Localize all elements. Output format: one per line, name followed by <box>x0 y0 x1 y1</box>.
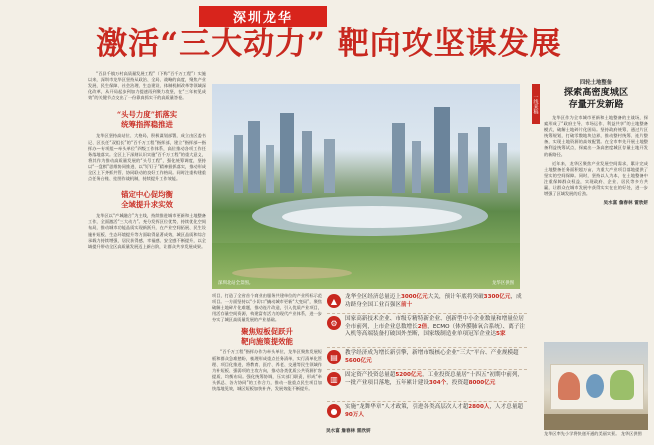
lead-paragraph: “百县千镇万村高质量发展工程”（下称“百千万工程”）实施以来，深圳市龙华区坚持从政治、全局、战略的高度，聚焦产业发展、民生保障、社会治理、生态建设、体制机制改革等领域深化改革，从开局起步到加力提速再到聚力攻坚，在“三年初见成效”的关键节点交出了一份靠真抓实干的高质量答卷。 <box>88 71 206 101</box>
stat-item-1: ▲ 龙华全区经济总量迈上3000亿元大关，预计年底将突破3300亿元，成功跻身全国工业百强区前十 <box>327 294 525 312</box>
chart-icon: ▲ <box>327 294 341 308</box>
subheading-1a: “头号力度”抓落实 <box>116 110 178 120</box>
school-mural-photo <box>544 342 648 430</box>
headline: 激活“三大动力” 靶向攻坚谋发展 <box>96 26 562 62</box>
body-paragraph-1: 龙华区坚持高站位、大格局，积极谋划部署，成立由区委书记、区长任“双组长”的“百千万工程”指挥部，建立“指挥部—指挥办—专项组—牵头单位”四级工作体系，高位推动各项工作任务落地落实。全区上下深刻认识实施“百千万工程”的重大意义，将其作为推动高质量发展的“头号工程”，强化统筹调度，坚持以“一盘棋”思维协同推进、以“钉钉子”精神狠抓落实，推动形成全区上下齐抓共管、协同联动的良好工作格局。同时注重构建重点任务台账、挂图作战机制，持续提升工作效能。 <box>88 133 206 182</box>
stat-item-2: ⚙ 国家高新技术企业、市级专精特新企业、创新型中小企业数量和增量位居全市前列，上市企业总数增长2倍，ECMO（体外膜肺氧合系统）、离子注入机等高端装备打破国外垄断，国家级制造业单项冠军企业达5家 <box>327 316 525 346</box>
gear-icon: ⚙ <box>327 316 341 330</box>
section-kicker: 深圳龙华 <box>199 6 327 27</box>
col4-kicker: 四轮土地整备 <box>579 80 613 86</box>
col4-title-2: 存量开发新路 <box>568 99 624 110</box>
stat-item-3: ▤ 教学经济成为增长新引擎，新增市级核心企业“三大”平台、产业规模超5600亿元 <box>327 350 525 368</box>
col4-photo-credit: 龙华区供图 <box>620 431 642 436</box>
subheading-2b: 全域提升求实效 <box>121 200 173 210</box>
stats-author-line: 吴水富 詹春林 雷欣妍 <box>326 429 371 434</box>
column-tag: 一线来稿 <box>532 84 540 124</box>
col4-photo-caption: 龙华区率先小学将快递开通的美丽实景。 龙华区供图 <box>544 431 642 436</box>
subheading-2a: 锚定中心促均衡 <box>121 190 173 200</box>
person-icon: ● <box>327 404 341 418</box>
col2-subheading-a: 聚焦短板促跃升 <box>241 327 293 337</box>
col2-paragraph-1: 项目，打造了全省首个商业由服务共建单位的产业所标示范项目。一方面坚持以“小切口”撬动城市更新“大变局”，聚焦破解土地碎片化难题，推动连片改造，引入优质产业项目，用活存量空间资源，构建富有活力的现代产业体系，进一步夯实了城区高质量发展的产业基础。 <box>212 293 322 323</box>
col4-paragraph-2: 近年来，龙华区聚焦产业发展空间需求，累计完成土地整备任务面积超万亩，为重大产业项目落地提供了坚实的空间保障。同时，坚持以人为本，在土地整备中注重保障群众权益，实现政府、企业、居民等多方共赢，让群众在城市发展中获得实实在在的好处，进一步增强了区域发展的后劲。 <box>544 160 648 197</box>
column-1 <box>88 71 206 250</box>
photo-credit: 龙华区供图 <box>492 281 514 286</box>
column-4 <box>544 78 648 206</box>
city-aerial-photo <box>212 84 520 289</box>
col4-paragraph-1: 龙华区作为全市城市更新和土地整备的主战场，探索形成了“政府主导、市场运作、利益共享”的土地整备模式，破解土地碎片化困局。坚持政府统筹，通过片区统筹规划，打破零散地块边界，推动整村统筹、连片整备，实现土地资源的高效配置。在全市率先开展土地整备利益统筹试点，探索出一条高密度城区存量土地开发的新路径。 <box>544 115 648 157</box>
book-icon: ▤ <box>327 350 341 364</box>
col4-author-line: 吴水富 詹春林 雷欣妍 <box>603 201 648 207</box>
body-paragraph-2: 龙华区以“产城融合”为主线，持续推进城市更新和土地整备工作，全面激活“三大动力”。充分发挥区位优势，持续优化空间布局，推动城市功能品质实现新跃升，在产业空间拓展、民生设施补短板、生态环境提升等方面取得显著成效，城区品质和综合承载力持续增强，居民获得感、幸福感、安全感不断提升，以全域提升带动全区高质量发展迈上新台阶，让群众共享发展成果。 <box>88 213 206 249</box>
column-2 <box>212 293 322 392</box>
photo-caption: 深圳北站全景图。 <box>218 281 254 286</box>
subheading-1b: 统筹指挥稳推进 <box>121 120 173 130</box>
stat-item-4: ▥ 固定资产投资总量超5200亿元，工业投资总量居“十四五”初期中前列，一批产业项目落地，五年累计建设304个，投资超8000亿元 <box>327 372 525 398</box>
col2-paragraph-2: “百千万工程”指挥办作为牵头单位，龙华区聚焦发展短板和群众急难愁盼，梳理形成重点任务清单，实行清单化管理、项目化推进，将教育、医疗、养老、交通等民生领域作为补短板、强弱项的主攻方向，推动各类优质公共资源扩容提质、均衡布局。强化统筹协调，压实部门职责，形成“牵头抓总、各方协同”的工作合力，推动一批重点民生项目加快落地见效，城区短板加快补齐，发展效能不断提升。 <box>212 349 322 392</box>
stat-item-5: ● 实施“龙舞华章”人才政策，引进各类高层次人才超2800人，人才总量超90万人 <box>327 404 525 422</box>
building-icon: ▥ <box>327 372 341 386</box>
col2-subheading-b: 靶向施策提效能 <box>241 337 293 347</box>
col4-title-1: 探索高密度城区 <box>563 87 629 98</box>
